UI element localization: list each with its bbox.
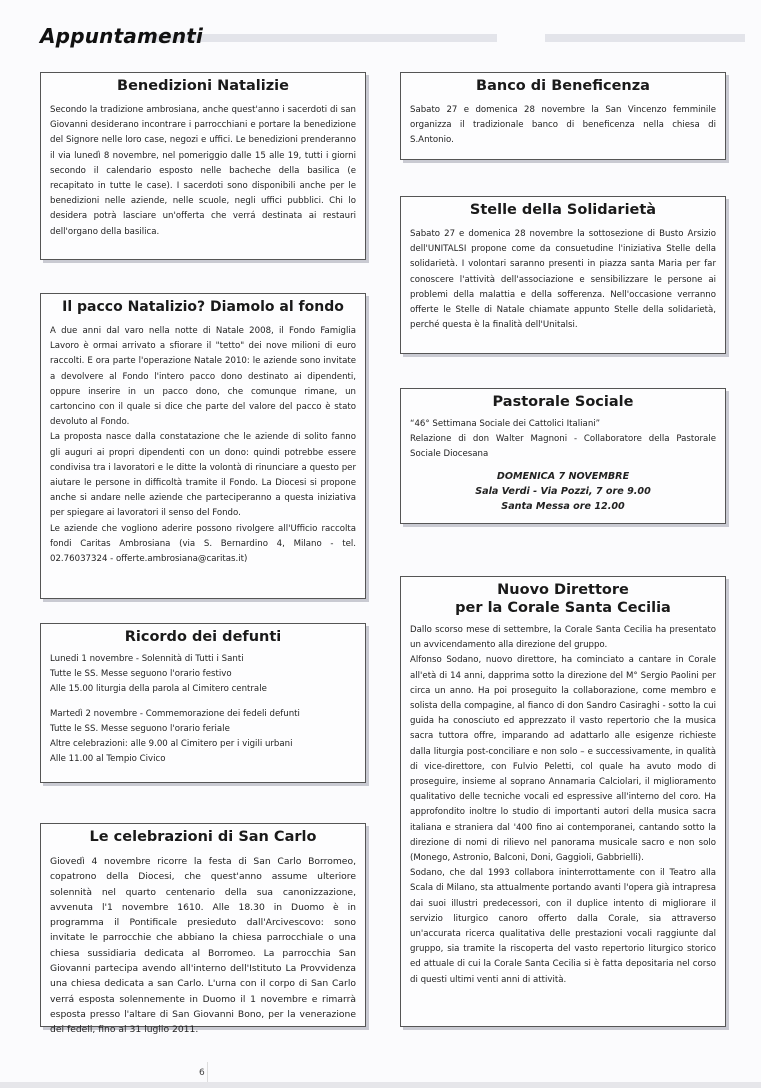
article-line: Relazione di don Walter Magnoni - Collaboratore della Pastorale Sociale Diocesana <box>410 434 716 460</box>
article-line: “46° Settimana Sociale dei Cattolici Italiani” <box>410 419 601 429</box>
article-title: Le celebrazioni di San Carlo <box>89 829 317 845</box>
article-benedizioni <box>40 72 366 260</box>
article-title-line: per la Corale Santa Cecilia <box>455 600 671 616</box>
article-paragraph: Alfonso Sodano, nuovo direttore, ha cominciato a cantare in Corale all'età di 14 anni, dapprima sotto la direzione del M° Sergio Paolini per circa un anno. Ha poi proseguito la collaborazione, come membro e solista della compagine, al fianco di don Sandro Casiraghi - sotto la cui guida ha conosciuto ed apprezzato il vasto repertorio che la musica sacra tuttora offre, imparando ad adattarlo alle esigenze richieste dalla liturgia post-conciliare e non solo – e successivamente, in qualità di vice-direttore, con Fulvio Peletti, col quale ha avuto modo di proseguire, insieme al soprano Annamaria Calciolari, il miglioramento qualitativo delle tecniche vocali ed espressive all'interno del coro. Ha approfondito inoltre lo studio di importanti autori della musica sacra italiana e straniera dal '400 fino ai contemporanei, cantando sotto la direzione di nomi di rilievo nel panorama musicale sacro e non solo (Monego, Astronio, Balconi, Doni, Gaggioli, Gabbrielli). <box>410 655 716 864</box>
article-banco <box>400 72 726 160</box>
article-title: Benedizioni Natalizie <box>117 78 289 94</box>
article-title: Il pacco Natalizio? Diamolo al fondo <box>62 299 344 315</box>
article-title: Ricordo dei defunti <box>124 629 282 645</box>
article-direttore <box>400 576 726 1027</box>
page-number: 6 <box>199 1068 205 1078</box>
article-body: Sabato 27 e domenica 28 novembre la sottosezione di Busto Arsizio dell'UNITALSI propone come da consuetudine l'iniziativa Stelle della solidarietà. I volontari saranno presenti in piazza santa Maria per far conoscere l'attività dell'associazione e sensibilizzare le persone ai problemi della malattia e della sofferenza. Nell'occasione verranno offerte le Stelle di Natale chiamate appunto Stelle della solidarietà, perché questa è la finalità dell'Unitalsi. <box>410 229 716 331</box>
article-defunti <box>40 623 366 783</box>
article-title: Pastorale Sociale <box>492 394 634 410</box>
schedule-line: Tutte le SS. Messe seguono l'orario feriale <box>50 723 230 734</box>
article-title: Stelle della Solidarietà <box>469 202 657 218</box>
article-paragraph: Le aziende che vogliono aderire possono rivolgere all'Ufficio raccolta fondi Caritas Ambrosiana (via S. Bernardino 4, Milano - tel. 02.76037324 - offerte.ambrosiana@caritas.it) <box>50 523 356 565</box>
page-title: Appuntamenti <box>40 24 204 48</box>
article-title-line: Nuovo Direttore <box>497 582 629 598</box>
article-title: Banco di Beneficenza <box>476 78 650 94</box>
event-mass: Santa Messa ore 12.00 <box>501 500 625 512</box>
article-pacco <box>40 293 366 599</box>
schedule-line: Alle 15.00 liturgia della parola al Cimitero centrale <box>50 684 267 695</box>
header-rule <box>545 34 745 42</box>
article-body: Secondo la tradizione ambrosiana, anche quest'anno i sacerdoti di san Giovanni desiderano incontrare i parrocchiani e portare la benedizione del Signore nelle loro case, negozi e uffici. Le benedizioni prenderanno il via lunedì 8 novembre, nel pomeriggio dalle 15 alle 19, tutti i giorni secondo il calendario esposto nelle bacheche della basilica (e recapitato in tutte le case). I sacerdoti sono disponibili anche per le benedizioni nelle aziende, nelle scuole, negli uffici pubblici. Chi lo desidera potrà lasciare un'offerta che verrá destinata ai restauri dell'organo della basilica. <box>50 105 356 237</box>
article-body: Sabato 27 e domenica 28 novembre la San Vincenzo femminile organizza il tradizionale banco di beneficenza nella chiesa di S.Antonio. <box>410 105 716 146</box>
article-body: Giovedì 4 novembre ricorre la festa di San Carlo Borromeo, copatrono della Diocesi, che quest'anno assume ulteriore solennità nel quarto centenario della sua canonizzazione, avvenuta l'1 novembre 1610. Alle 18.30 in Duomo è in programma il Pontificale presieduto dall'Arcivescovo: sono invitate le parrocchie che abbiano la chiesa parrocchiale o una chiesa sussidiaria dedicata al Borromeo. La parrocchia San Giovanni partecipa avendo all'interno dell'Istituto La Provvidenza una chiesa dedicata a san Carlo. L'urna con il corpo di San Carlo verrá esposta solennemente in Duomo il 1 novembre e rimarrà esposta presso l'altare di San Giovanni Bono, per la venerazione dei fedeli, fino al 31 luglio 2011. <box>50 856 356 1036</box>
article-pastorale <box>400 388 726 524</box>
event-place: Sala Verdi - Via Pozzi, 7 ore 9.00 <box>475 485 651 497</box>
article-stelle <box>400 196 726 354</box>
article-paragraph: A due anni dal varo nella notte di Natale 2008, il Fondo Famiglia Lavoro è ormai arrivato a sfiorare il "tetto" dei nove milioni di euro raccolti. E ora parte l'operazione Natale 2010: le aziende sono invitate a devolvere al Fondo l'intero pacco dono destinato ai dipendenti, oppure inserire in un pacco dono, che comunque rimane, un cartoncino con il quale si dice che parte del valore del pacco è stato devoluto al Fondo. <box>50 326 356 428</box>
article-sancarlo <box>40 823 366 1036</box>
schedule-line: Alle 11.00 al Tempio Civico <box>50 754 166 765</box>
article-paragraph: Dallo scorso mese di settembre, la Corale Santa Cecilia ha presentato un avvicendamento alla direzione del gruppo. <box>410 625 716 651</box>
article-title <box>410 581 716 617</box>
schedule-line: Altre celebrazioni: alle 9.00 al Cimitero per i vigili urbani <box>50 739 293 750</box>
schedule-line: Martedì 2 novembre - Commemorazione dei fedeli defunti <box>50 708 300 719</box>
article-paragraph: La proposta nasce dalla constatazione che le aziende di solito fanno gli auguri ai propri dipendenti con un dono: quindi potrebbe essere condivisa tra i lavoratori e le ditte la volontà di rinunciare a questo per aiutare le persone in difficoltà tramite il Fondo. La Diocesi si propone anche si andare nelle aziende che parteciperanno a questa iniziativa per spiegare ai lavoratori il senso del Fondo. <box>50 432 356 519</box>
schedule-line: Lunedi 1 novembre - Solennità di Tutti i Santi <box>50 654 244 664</box>
schedule-line: Tutte le SS. Messe seguono l'orario festivo <box>50 669 232 680</box>
page-edge <box>0 1082 761 1088</box>
event-date: DOMENICA 7 NOVEMBRE <box>496 470 630 482</box>
article-paragraph: Sodano, che dal 1993 collabora ininterrottamente con il Teatro alla Scala di Milano, sta attualmente portando avanti l'opera già intrapresa dai suoi illustri predecessori, con il duplice intento di migliorare il servizio liturgico canoro offerto dalla Corale, sia attraverso un'accurata ricerca qualitativa delle prestazioni vocali raggiunte dal gruppo, sia tramite la riscoperta del vasto repertorio liturgico storico ed attuale di cui la Corale Santa Cecilia si è fatta depositaria nel corso di questi ultimi venti anni di attività. <box>410 868 716 985</box>
